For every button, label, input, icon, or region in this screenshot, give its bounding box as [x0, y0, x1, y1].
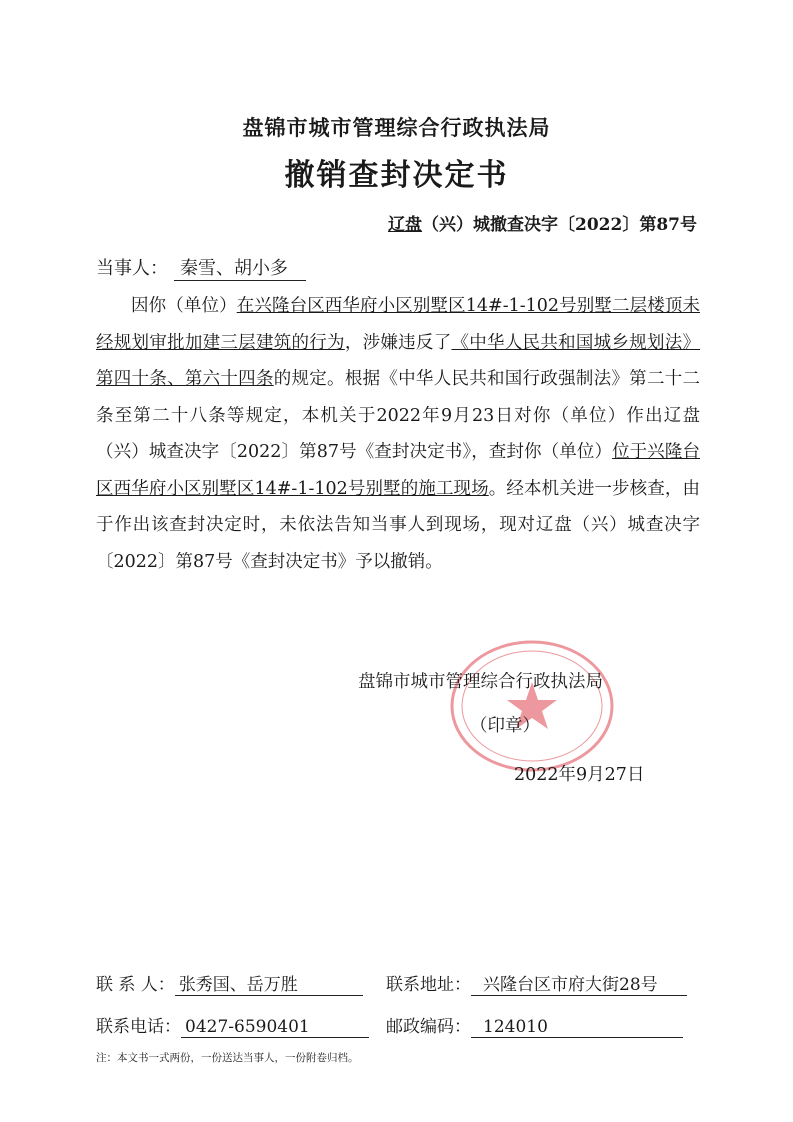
contact-address-label: 联系地址： [386, 975, 471, 995]
party-label: 当事人： [96, 258, 168, 279]
party-line [96, 254, 306, 281]
site-location: 位于兴隆台区西华府小区别墅区14#-1-102号别墅的施工现场 [96, 442, 700, 499]
party-value: 秦雪、胡小多 [174, 254, 306, 281]
signature-organization: 盘锦市城市管理综合行政执法局 [358, 672, 603, 692]
contact-postcode-label: 邮政编码： [386, 1017, 471, 1037]
issuing-organization: 盘锦市城市管理综合行政执法局 [242, 115, 551, 140]
body-text-1: 因你（单位） [131, 296, 237, 316]
contact-person-label: 联 系 人： [96, 975, 175, 995]
body-text-4: 。经本机关进一步核查，由于作出该查封决定时，未依法告知当事人到现场，现对辽盘（兴）城查决字〔2022〕第87号《查封决定书》予以撤销。 [96, 478, 700, 572]
law-reference: 《中华人民共和国城乡规划法》第四十条、第六十四条 [96, 332, 701, 389]
seal-note: （印章） [470, 716, 540, 736]
document-number [388, 210, 697, 235]
body-text-2: ，涉嫌违反了 [344, 332, 452, 353]
star-seal-icon [448, 638, 616, 774]
doc-number-rest: （兴）城撤查决字〔2022〕第87号 [422, 215, 697, 235]
contact-postcode [386, 1012, 683, 1038]
doc-number-prefix: 辽盘 [388, 215, 423, 235]
contact-phone-value: 0427-6590401 [181, 1017, 369, 1038]
contact-person-value: 张秀国、岳万胜 [175, 970, 363, 996]
contact-person [96, 970, 363, 996]
contact-phone [96, 1012, 369, 1038]
body-paragraph [96, 288, 700, 580]
contact-address [386, 970, 687, 996]
body-text-3: 的规定。根据《中华人民共和国行政强制法》第二十二条至第二十八条等规定，本机关于2022年9月23日对你（单位）作出辽盘（兴）城查决字〔2022〕第87号《查封决定书》，查封你（单位） [96, 369, 701, 462]
violation-description: 在兴隆台区西华府小区别墅区14#-1-102号别墅二层楼顶未经规划审批加建三层建筑的行为 [96, 296, 701, 353]
signature-date: 2022年9月27日 [514, 765, 645, 785]
footnote: 注：本文书一式两份，一份送达当事人，一份附卷归档。 [96, 1052, 359, 1064]
contact-phone-label: 联系电话： [96, 1017, 181, 1037]
contact-address-value: 兴隆台区市府大街28号 [471, 970, 687, 996]
document-title: 撤销查封决定书 [284, 158, 509, 193]
contact-postcode-value: 124010 [471, 1017, 683, 1038]
